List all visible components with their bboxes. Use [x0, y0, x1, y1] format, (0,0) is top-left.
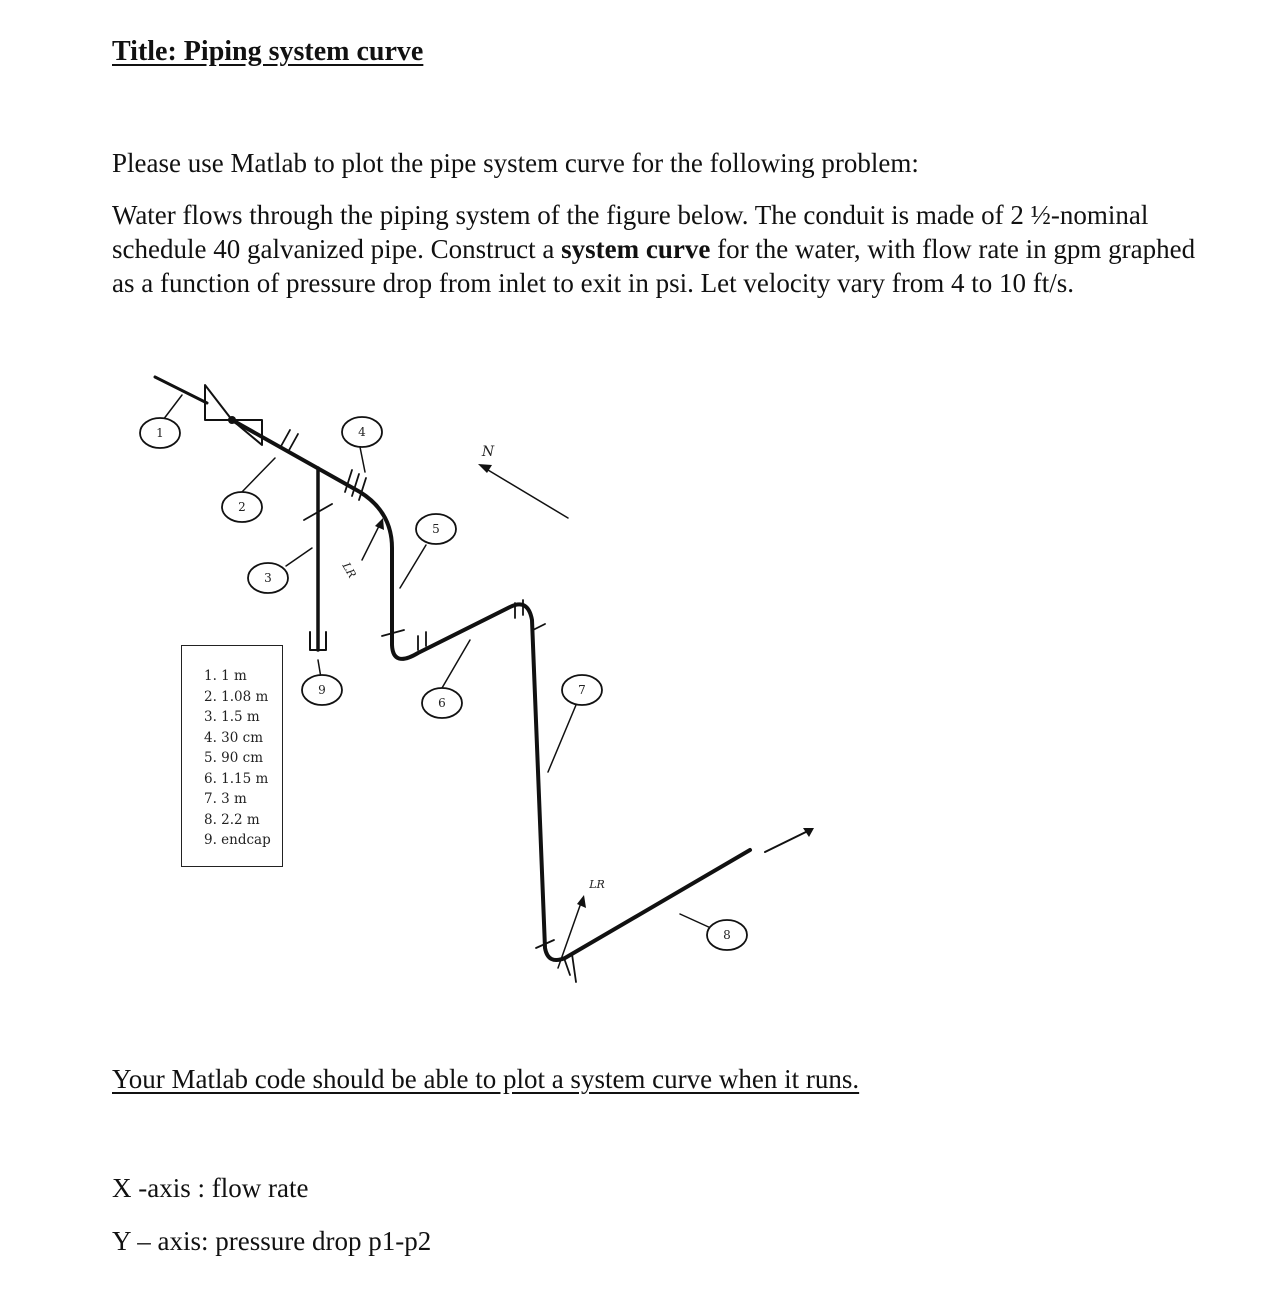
legend-item: 8. 2.2 m	[204, 811, 260, 828]
legend-item: 2. 1.08 m	[204, 688, 269, 705]
lr-label-2: LR	[589, 878, 605, 891]
problem-statement	[112, 198, 1222, 300]
lr-arrow-line-1	[362, 524, 380, 560]
legend-item: 3. 1.5 m	[204, 709, 260, 725]
piping-isometric-figure	[0, 360, 900, 1000]
north-label: N	[481, 444, 495, 460]
inlet-pipe	[155, 377, 207, 403]
problem-bold-term: system curve	[561, 234, 711, 264]
dimension-legend	[181, 645, 283, 867]
page-title: Title: Piping system curve	[112, 36, 424, 67]
callout-8: 8	[723, 928, 731, 942]
legend-item: 4. 30 cm	[204, 729, 264, 746]
y-axis-spec: Y – axis: pressure drop p1-p2	[112, 1226, 432, 1256]
legend-item: 6. 1.15 m	[204, 770, 269, 787]
callout-3: 3	[264, 571, 272, 585]
problem-text-part1: Water flows through the piping system of the figure below. The conduit is made of 2 ½-nominal schedule 40 galvanized pipe. Construct a	[112, 200, 1149, 264]
legend-item: 1. 1 m	[204, 668, 247, 684]
lr-arrow-icon-1	[375, 518, 384, 530]
lr-label-1: LR	[339, 560, 359, 581]
callout-4: 4	[358, 425, 366, 439]
lr-arrow-line-2	[558, 900, 582, 968]
outlet-line	[765, 829, 812, 852]
intro-text: Please use Matlab to plot the pipe system curve for the following problem:	[112, 148, 919, 178]
lr-arrow-icon-2	[577, 895, 586, 908]
callout-1: 1	[156, 426, 164, 440]
callout-5: 5	[432, 522, 440, 536]
legend-item: 7. 3 m	[204, 791, 247, 807]
problem-text-part2: for the water, with flow rate in gpm graphed as a function of pressure drop from inlet to exit in psi. Let velocity vary from 4 to 10 ft/s.	[112, 234, 1196, 298]
callout-2: 2	[238, 500, 246, 514]
x-axis-spec: X -axis : flow rate	[112, 1173, 309, 1203]
callout-6: 6	[438, 696, 446, 710]
callout-7: 7	[578, 683, 586, 697]
callout-9: 9	[318, 683, 326, 697]
legend-item: 9. endcap	[204, 832, 271, 848]
legend-item: 5. 90 cm	[204, 750, 264, 766]
north-arrow-line	[483, 467, 568, 518]
code-requirement-note: Your Matlab code should be able to plot a system curve when it runs.	[112, 1064, 860, 1094]
valve-icon	[205, 385, 262, 445]
